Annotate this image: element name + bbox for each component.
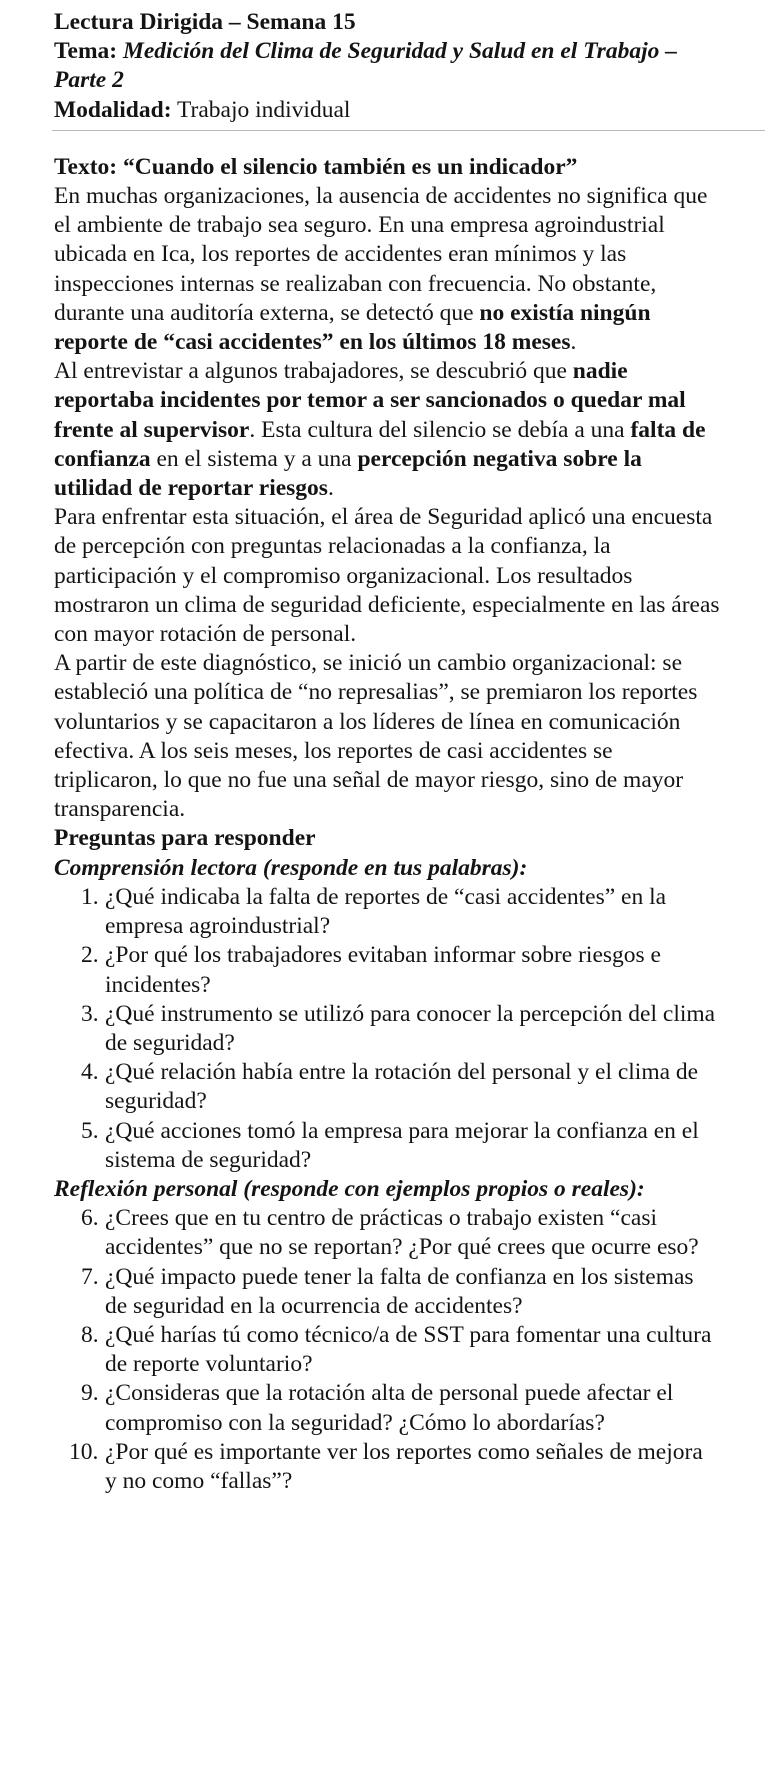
question-item: 9. ¿Consideras que la rotación alta de personal puede afectar el compromiso con la seguridad? ¿Cómo lo abordarías?	[81, 1380, 674, 1436]
reading-paragraph-3: Para enfrentar esta situación, el área de Seguridad aplicó una encuesta de percepción con preguntas relacionadas a la confianza, la participación y el compromiso organizacional. Los resultados mostraron un clima de seguridad deficiente, especialmente en las áreas con mayor rotación de personal.	[54, 504, 720, 648]
modalidad-line: Modalidad: Trabajo individual	[54, 96, 351, 123]
document-header	[54, 8, 720, 125]
reading-title: Texto: “Cuando el silencio también es un indicador”	[54, 153, 578, 180]
question-item: 3. ¿Qué instrumento se utilizó para conocer la percepción del clima de seguridad?	[81, 1000, 716, 1056]
question-item: 4. ¿Qué relación había entre la rotación del personal y el clima de seguridad?	[81, 1059, 699, 1115]
question-item: 2. ¿Por qué los trabajadores evitaban informar sobre riesgos e incidentes?	[81, 942, 661, 998]
question-item: 1. ¿Qué indicaba la falta de reportes de “casi accidentes” en la empresa agroindustrial?	[81, 883, 667, 940]
question-item: 6. ¿Crees que en tu centro de prácticas o trabajo existen “casi accidentes” que no se reportan? ¿Por qué crees que ocurre eso?	[81, 1205, 699, 1261]
header-divider	[52, 130, 765, 131]
reflection-list	[54, 1204, 720, 1496]
question-item: 5. ¿Qué acciones tomó la empresa para mejorar la confianza en el sistema de seguridad?	[81, 1117, 699, 1173]
reading-paragraph-2: Al entrevistar a algunos trabajadores, se descubrió que nadie reportaba incidentes por temor a ser sancionados o quedar mal frente al supervisor. Esta cultura del silencio se debía a una falta de confianza en el sistema y a una percepción negativa sobre la utilidad de reportar riesgos.	[54, 358, 706, 502]
reading-paragraph-4: A partir de este diagnóstico, se inició un cambio organizacional: se estableció una política de “no represalias”, se premiaron los reportes voluntarios y se capacitaron a los líderes de línea en comunicación efectiva. A los seis meses, los reportes de casi accidentes se triplicaron, lo que no fue una señal de mayor riesgo, sino de mayor transparencia.	[54, 650, 698, 823]
comprehension-title: Comprensión lectora (responde en tus palabras):	[54, 854, 528, 881]
question-item: 8. ¿Qué harías tú como técnico/a de SST para fomentar una cultura de reporte voluntario?	[81, 1321, 712, 1378]
questions-heading: Preguntas para responder	[54, 825, 316, 852]
reading-paragraph-1: En muchas organizaciones, la ausencia de accidentes no significa que el ambiente de trabajo sea seguro. En una empresa agroindustrial ubicada en Ica, los reportes de accidentes eran mínimos y las inspecciones internas se realizaban con frecuencia. No obstante, durante una auditoría externa, se detectó que no existía ningún reporte de “casi accidentes” en los últimos 18 meses.	[54, 183, 708, 356]
question-item: 7. ¿Qué impacto puede tener la falta de confianza en los sistemas de seguridad en la ocurrencia de accidentes?	[81, 1263, 694, 1319]
reflection-title: Reflexión personal (responde con ejemplos propios o reales):	[54, 1175, 645, 1202]
document-title: Lectura Dirigida – Semana 15	[54, 9, 356, 35]
question-item: 10. ¿Por qué es importante ver los reportes como señales de mejora y no como “fallas”?	[69, 1438, 703, 1494]
comprehension-list	[54, 883, 720, 1175]
tema-line: Tema: Medición del Clima de Seguridad y Salud en el Trabajo – Parte 2	[54, 38, 677, 94]
